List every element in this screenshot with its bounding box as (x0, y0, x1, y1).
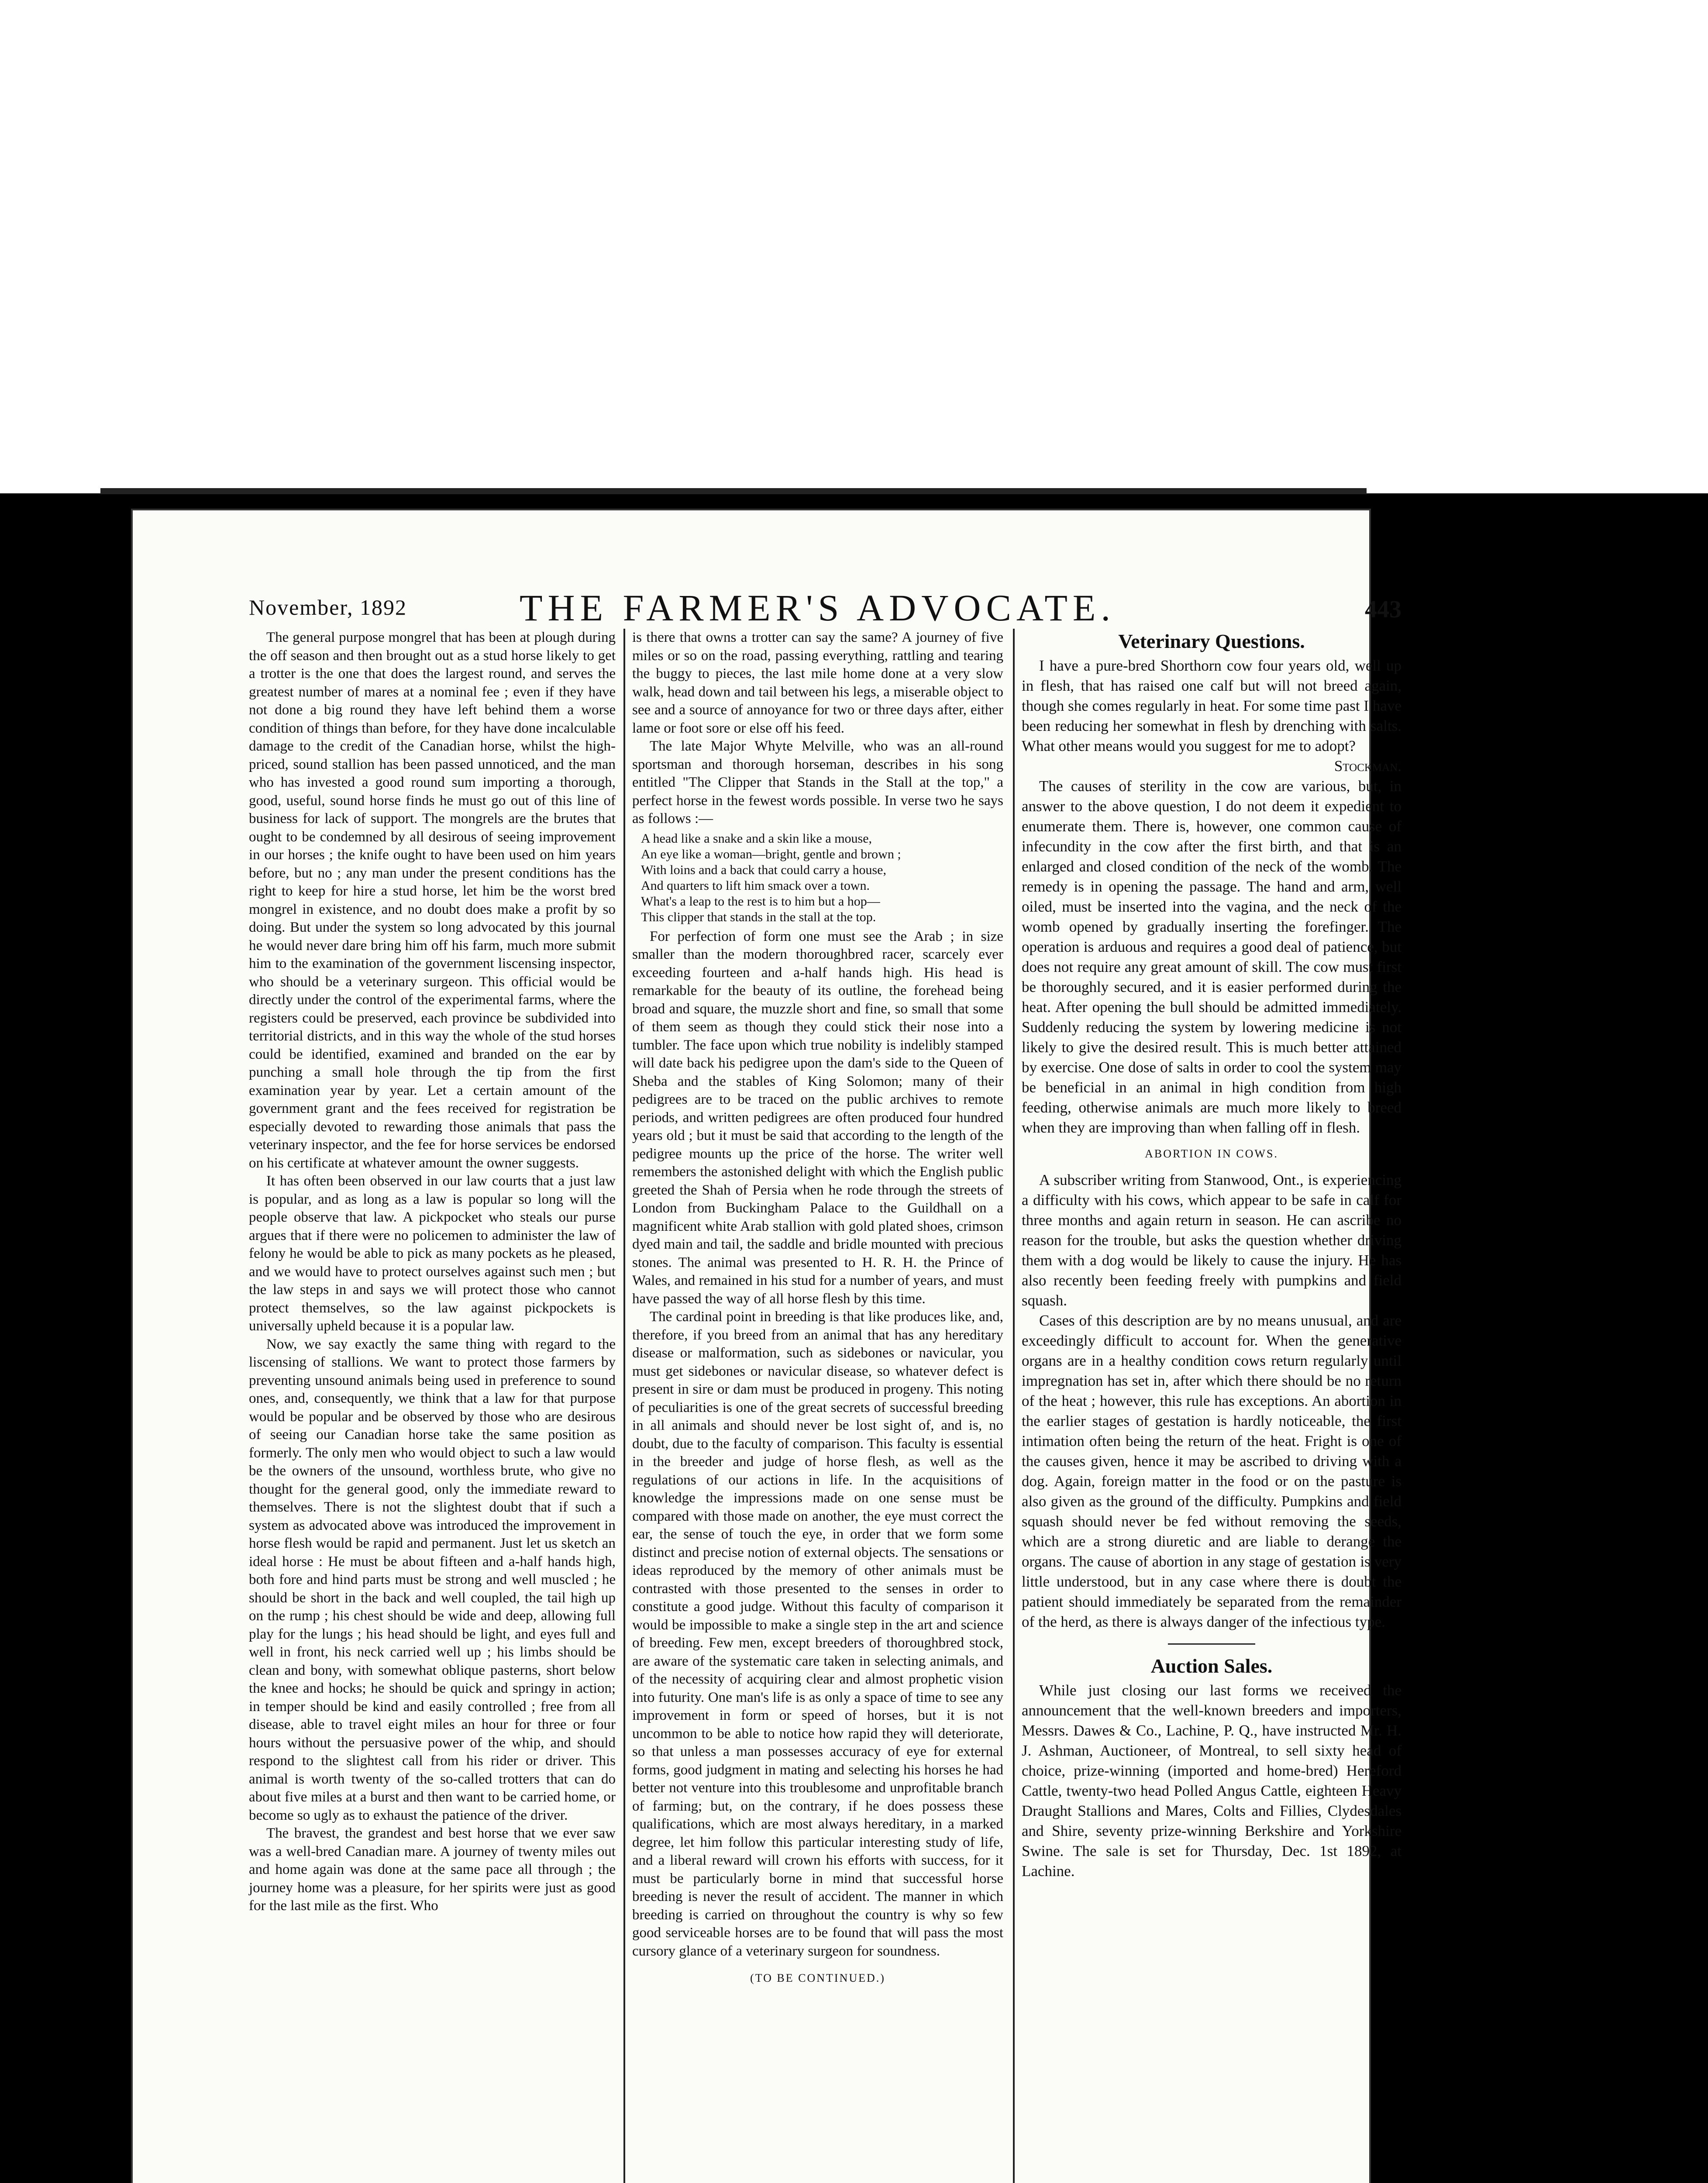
page-header (249, 581, 1402, 629)
article-paragraph: The late Major Whyte Melville, who was an all-round sportsman and thorough horseman, describes in his song entitled "The Clipper that Stands in the Stall at the top," a perfect horse in the fewest words possible. In verse two he says as follows :— (632, 738, 1003, 826)
column-3 (1022, 629, 1402, 1881)
article-paragraph: It has often been observed in our law courts that a just law is popular, and as long as a law is popular so long will the people observe that law. A pickpocket who steals our purse argues that if there were no policemen to administer the law of felony he would be able to pick as many pockets as he pleased, and we would have to protect ourselves against such men ; but the law steps in and says we will protect those who cannot protect themselves, so the law against pickpockets is universally upheld because it is a popular law. (249, 1173, 616, 1334)
verse-line: And quarters to lift him smack over a town. (641, 878, 870, 893)
subheading-abortion: ABORTION IN COWS. (1145, 1147, 1278, 1160)
masthead-title: THE FARMER'S ADVOCATE. (520, 587, 1116, 629)
article-paragraph: Now, we say exactly the same thing with regard to the liscensing of stallions. We want to protect those farmers by preventing unsound animals being used in preference to sound ones, and, consequently, we think that a law for that purpose would be popular and be observed by those who are desirous of seeing our Canadian horse take the same position as formerly. The only men who would object to such a law would be the owners of the unsound, worthless brute, who give no thought for the general good, only the immediate reward to themselves. There is not the slightest doubt that if such a system as advocated above was introduced the improvement in horse flesh would be rapid and permanent. Just let us sketch an ideal horse : He must be about fifteen and a-half hands high, both fore and hind parts must be strong and well muscled ; he should be short in the back and well coupled, the tail high up on the rump ; his chest should be wide and deep, allowing full play for the lungs ; his head should be light, and eyes full and well in front, his neck carried well up ; his limbs should be clean and bony, with somewhat oblique pasterns, short below the knee and hocks; he should be quick and springy in action; in temper should be kind and easily controlled ; free from all disease, able to travel eight miles an hour for three or four hours without the persuasive power of the whip, and should respond to the slightest call from his rider or driver. This animal is worth twenty of the so-called trotters that can do about five miles at a burst and then want to be carried home, or become so ugly as to exhaust the patience of the driver. (249, 1336, 616, 1823)
article-paragraph: is there that owns a trotter can say the same? A journey of five miles or so on the road, passing everything, rattling and tearing the buggy to pieces, the last mile home done at a very slow walk, head down and tail between his legs, a miserable object to see and a source of annoyance for two or three days after, either lame or foot sore or else off his feed. (632, 630, 1003, 736)
newspaper-page (131, 509, 1402, 2183)
article-paragraph: The general purpose mongrel that has been at plough during the off season and then brought out as a stud horse likely to get a trotter is the one that does the largest round, and serves the greatest number of mares at a nominal fee ; even if they have not done a big round they have left behind them a worse condition of things than before, for they have done incalculable damage to the credit of the Canadian horse, whilst the high-priced, sound stallion has been passed unnoticed, and the man who has invested a good round sum importing a thorough, good, useful, sound horse finds he must go out of this line of business for lack of support. The mongrels are the brutes that ought to be condemned by all desirous of seeing improvement in our horses ; the knife ought to have been used on him years before, but no ; any man under the present conditions has the right to keep for hire a stud horse, let him be the worst bred mongrel in existence, and no doubt does make a profit by so doing. But under the system so long advocated by this journal he would never dare bring him off his farm, much more submit him to the examination of the government liscensing inspector, who should be a veterinary surgeon. This official would be directly under the control of the experimental farms, where the registers could be preserved, each province be subdivided into territorial districts, and in this way the whole of the stud horses could be identified, examined and branded on the ear by punching a small hole through the tip from the first examination year by year. Let a certain amount of the government grant and the fees received for registration be especially devoted to rewarding those animals that pass the veterinary inspector, and the fee for horse services be endorsed on his certificate at whatever amount the owner suggests. (249, 630, 616, 1171)
verse-line: What's a leap to the rest is to him but a hop— (641, 894, 880, 909)
reader-question: I have a pure-bred Shorthorn cow four years old, well up in flesh, that has raised one calf but will not breed again, though she comes regularly in heat. For some time past I have been reducing her somewhat in flesh by drenching with salts. What other means would you suggest for me to adopt? (1022, 657, 1402, 754)
continued-notice: (TO BE CONTINUED.) (750, 1972, 885, 1984)
verse-line: With loins and a back that could carry a house, (641, 862, 886, 877)
auction-paragraph: While just closing our last forms we received the announcement that the well-known breeders and importers, Messrs. Dawes & Co., Lachine, P. Q., have instructed Mr. H. J. Ashman, Auctioneer, of Montreal, to sell sixty head of choice, prize-winning (imported and home-bred) Hereford Cattle, twenty-two head Polled Angus Cattle, eighteen Heavy Draught Stallions and Mares, Colts and Fillies, Clydesdales and Shire, seventy prize-winning Berkshire and Yorkshire Swine. The sale is set for Thursday, Dec. 1st 1892, at Lachine. (1022, 1682, 1402, 1880)
verse-line: An eye like a woman—bright, gentle and brown ; (641, 847, 901, 861)
outer-sheet (0, 0, 1708, 493)
section-heading-veterinary: Veterinary Questions. (1118, 630, 1305, 652)
page-edge-shadow (100, 488, 1367, 494)
poem-verse (641, 831, 1003, 925)
verse-line: This clipper that stands in the stall at the top. (641, 909, 876, 924)
verse-line: A head like a snake and a skin like a mouse, (641, 831, 872, 846)
question-signature: Stockman. (1334, 758, 1402, 775)
reader-question: A subscriber writing from Stanwood, Ont., is experiencing a difficulty with his cows, which appear to be safe in calf for three months and again return in season. He can ascribe no reason for the trouble, but asks the question whether driving them with a dog would be likely to cause the injury. He has also recently been feeding freely with pumpkins and field squash. (1022, 1171, 1402, 1309)
answer-paragraph: The causes of sterility in the cow are various, but, in answer to the above question, I do not deem it expedient to enumerate them. There is, however, one common cause of infecundity in the cow after the first birth, and that is an enlarged and closed condition of the neck of the womb. The remedy is in opening the passage. The hand and arm, well oiled, must be inserted into the vagina, and the neck of the womb opened by gradually inserting the forefinger. The operation is arduous and requires a good deal of patience, but does not require any great amount of skill. The cow must first be thoroughly secured, and it is easier performed during the heat. After opening the bull should be admitted immediately. Suddenly reducing the system by lowering medicine is not likely to give the desired result. This is much better attained by exercise. One dose of salts in order to cool the system may be beneficial in an animal in high condition from high feeding, otherwise animals are much more likely to breed when they are improving than when falling off in flesh. (1022, 778, 1402, 1136)
page-number: 443 (1365, 596, 1402, 623)
issue-date: November, 1892 (249, 595, 407, 620)
column-rule (623, 629, 625, 2183)
section-divider (1168, 1643, 1255, 1645)
section-heading-auction: Auction Sales. (1150, 1655, 1273, 1677)
article-paragraph: The cardinal point in breeding is that like produces like, and, therefore, if you breed from an animal that has any hereditary disease or malformation, such as sidebones or navicular, you must get sidebones or navicular disease, so whatever defect is present in sire or dam must be produced in progeny. This noting of peculiarities is one of the great secrets of successful breeding in all animals and should never be lost sight of, and is, no doubt, due to the faculty of comparison. This faculty is essential in the breeder and judge of horse flesh, as well as the regulations of our actions in life. In the acquisitions of knowledge the impressions made on one sense must be compared with those made on another, the eye must correct the ear, the sense of touch the eye, in order that we form some distinct and precise notion of external objects. The sensations or ideas reproduced by the memory of other animals must be contrasted with those presented to the senses in order to constitute a good judge. Without this faculty of comparison it would be impossible to make a single step in the art and science of breeding. Few men, except breeders of thoroughbred stock, are aware of the systematic care taken in selecting animals, and of the necessity of acquiring clear and almost prophetic vision into futurity. One man's life is as only a space of time to see any improvement in form or speed of horses, but it is not uncommon to be able to notice how rapid they will deteriorate, so that unless a man possesses accuracy of eye for external forms, good judgment in mating and selecting his horses he had better not venture into this troublesome and unprofitable branch of farming; but, on the contrary, if he does possess these qualifications, which are most always hereditary, in a marked degree, let him follow this particular interesting study of life, and a liberal reward will crown his efforts with success, for it must be particularly borne in mind that successful horse breeding is never the result of accident. The manner in which breeding is carried on throughout the country is why so few good serviceable horses are to be found that will pass the most cursory glance of a veterinary surgeon for soundness. (632, 1309, 1003, 1959)
column-2 (632, 629, 1003, 1987)
answer-paragraph: Cases of this description are by no means unusual, and are exceedingly difficult to account for. When the generative organs are in a healthy condition cows return regularly until impregnation has set in, after which there should be no return of the heat ; however, this rule has exceptions. An abortion in the earlier stages of gestation is hardly noticeable, the first intimation often being the return of the heat. Fright is one of the causes given, hence it may be ascribed to driving with a dog. Again, foreign matter in the food or on the pasture is also given as the ground of the difficulty. Pumpkins and field squash should never be fed without removing the seeds, which are a strong diuretic and are liable to derange the organs. The cause of abortion in any stage of gestation is very little understood, but in any case where there is doubt the patient should immediately be separated from the remainder of the herd, as there is always danger of the infectious type. (1022, 1312, 1402, 1630)
column-rule (1013, 629, 1015, 2183)
scan-border-right (1371, 493, 1708, 2183)
article-paragraph: For perfection of form one must see the Arab ; in size smaller than the modern thoroughbred racer, scarcely ever exceeding fourteen and a-half hands high. His head is remarkable for the beauty of its outline, the forehead being broad and square, the muzzle short and fine, so small that some of them seem as though they could stick their nose into a tumbler. The face upon which true nobility is indelibly stamped will date back his pedigree upon the dam's side to the Queen of Sheba and the stables of King Solomon; many of their pedigrees are to be traced on the public archives to remote periods, and written pedigrees are often produced four hundred years old ; but it must be said that according to the length of the pedigree mounts up the price of the horse. The writer well remembers the astonished delight with which the English public greeted the Shah of Persia when he rode through the streets of London from Buckingham Palace to the Guildhall on a magnificent white Arab stallion with gold plated shoes, crimson dyed main and tail, the saddle and bridle mounted with precious stones. The animal was presented to H. R. H. the Prince of Wales, and remained in his stud for a number of years, and must have passed the way of all horse flesh by this time. (632, 928, 1003, 1307)
column-1 (249, 629, 616, 1915)
article-paragraph: The bravest, the grandest and best horse that we ever saw was a well-bred Canadian mare. A journey of twenty miles out and home again was done at the same pace all through ; the journey home was a pleasure, for her spirits were just as good for the last mile as the first. Who (249, 1825, 616, 1914)
